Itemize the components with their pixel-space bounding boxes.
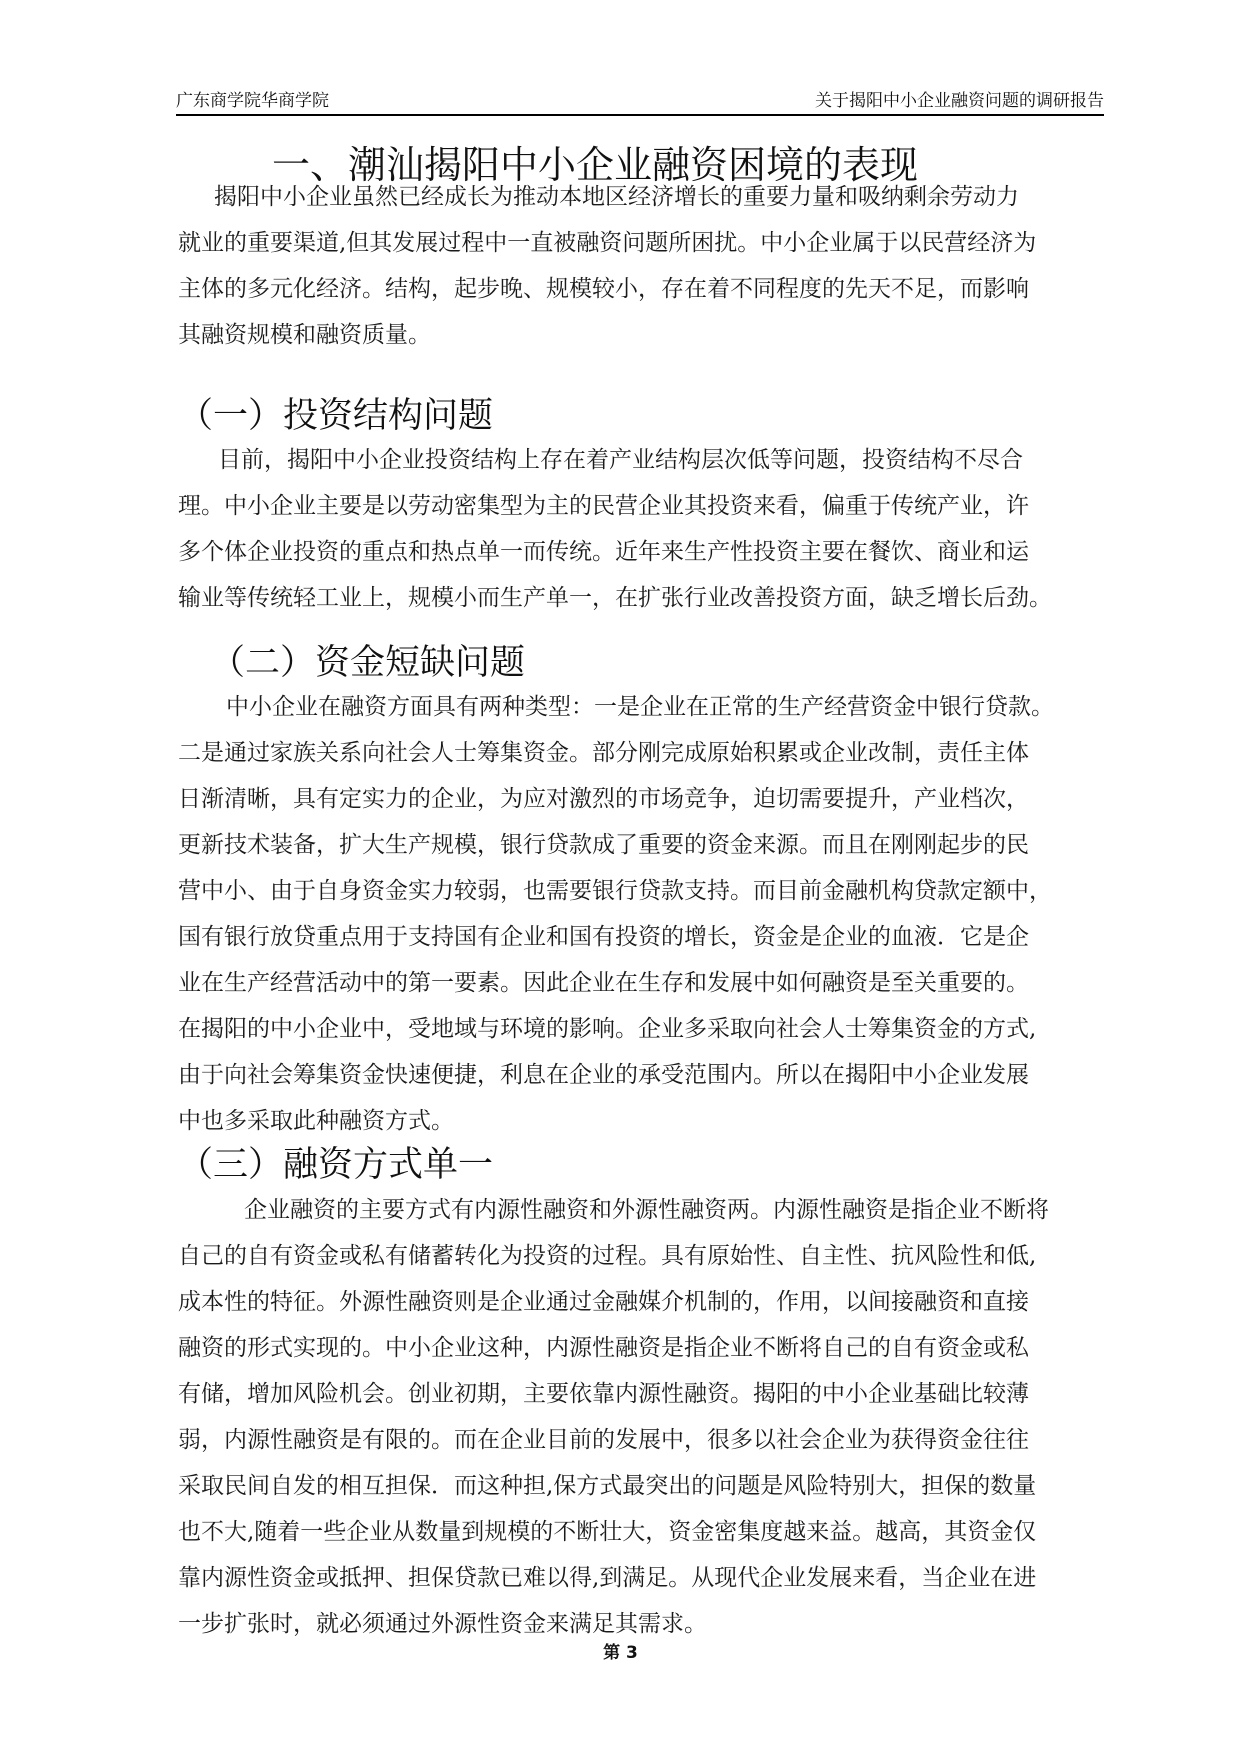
paragraph-line: 理。中小企业主要是以劳动密集型为主的民营企业其投资来看，偏重于传统产业，许 [178,493,1029,519]
paragraph-line: 日渐清晰，具有定实力的企业，为应对激烈的市场竞争，迫切需要提升，产业档次， [178,786,1029,812]
paragraph-line: 一步扩张时，就必须通过外源性资金来满足其需求。 [178,1611,707,1637]
intro-paragraph [178,174,1108,358]
paragraph-line: 弱，内源性融资是有限的。而在企业目前的发展中，很多以社会企业为获得资金往往 [178,1427,1029,1453]
paragraph-line: 就业的重要渠道,但其发展过程中一直被融资问题所困扰。中小企业属于以民营经济为 [178,230,1037,256]
paragraph-line: 多个体企业投资的重点和热点单一而传统。近年来生产性投资主要在餐饮、商业和运 [178,539,1029,565]
paragraph-line: 其融资规模和融资质量。 [178,322,431,348]
paragraph-line: 揭阳中小企业虽然已经成长为推动本地区经济增长的重要力量和吸纳剩余劳动力 [214,184,1019,210]
section-heading-funding-shortage: （二）资金短缺问题 [210,643,526,683]
header-right-text: 关于揭阳中小企业融资问题的调研报告 [815,91,1104,111]
paragraph-line: 国有银行放贷重点用于支持国有企业和国有投资的增长，资金是企业的血液．它是企 [178,924,1029,950]
paragraph-line: 中也多采取此种融资方式。 [178,1108,454,1134]
paragraph-line: 中小企业在融资方面具有两种类型：一是企业在正常的生产经营资金中银行贷款。 [226,694,1054,720]
paragraph-line: 输业等传统轻工业上，规模小而生产单一，在扩张行业改善投资方面，缺乏增长后劲。 [178,585,1052,611]
paragraph-line: 成本性的特征。外源性融资则是企业通过金融媒介机制的，作用，以间接融资和直接 [178,1289,1029,1315]
page-title: 一、潮汕揭阳中小企业融资困境的表现 [272,143,919,187]
paragraph-line: 业在生产经营活动中的第一要素。因此企业在生存和发展中如何融资是至关重要的。 [178,970,1029,996]
section-heading-single-financing-method: （三）融资方式单一 [178,1145,494,1185]
paragraph-line: 更新技术装备，扩大生产规模，银行贷款成了重要的资金来源。而且在刚刚起步的民 [178,832,1029,858]
paragraph-line: 采取民间自发的相互担保．而这种担,保方式最突出的问题是风险特别大，担保的数量 [178,1473,1037,1499]
paragraph-line: 自己的自有资金或私有储蓄转化为投资的过程。具有原始性、自主性、抗风险性和低, [178,1243,1037,1269]
section-2-paragraph [178,684,1108,1144]
paragraph-line: 目前，揭阳中小企业投资结构上存在着产业结构层次低等问题，投资结构不尽合 [218,447,1023,473]
paragraph-line: 靠内源性资金或抵押、担保贷款已难以得,到满足。从现代企业发展来看，当企业在进 [178,1565,1037,1591]
paragraph-line: 二是通过家族关系向社会人士筹集资金。部分刚完成原始积累或企业改制，责任主体 [178,740,1029,766]
paragraph-line: 由于向社会筹集资金快速便捷，利息在企业的承受范围内。所以在揭阳中小企业发展 [178,1062,1029,1088]
header-left-text: 广东商学院华商学院 [176,91,329,111]
page-number: 第 3 [603,1643,638,1663]
paragraph-line: 营中小、由于自身资金实力较弱，也需要银行贷款支持。而目前金融机构贷款定额中， [178,878,1052,904]
paragraph-line: 主体的多元化经济。结构，起步晚、规模较小，存在着不同程度的先天不足，而影响 [178,276,1029,302]
section-1-paragraph [178,437,1108,621]
paragraph-line: 企业融资的主要方式有内源性融资和外源性融资两。内源性融资是指企业不断将 [244,1197,1049,1223]
paragraph-line: 也不大,随着一些企业从数量到规模的不断壮大，资金密集度越来益。越高，其资金仅 [178,1519,1037,1545]
section-heading-investment-structure: （一）投资结构问题 [178,396,494,436]
paragraph-line: 有储，增加风险机会。创业初期，主要依靠内源性融资。揭阳的中小企业基础比较薄 [178,1381,1029,1407]
paragraph-line: 在揭阳的中小企业中，受地域与环境的影响。企业多采取向社会人士筹集资金的方式, [178,1016,1037,1042]
section-3-paragraph [178,1187,1108,1647]
page-header [176,86,1104,116]
paragraph-line: 融资的形式实现的。中小企业这种，内源性融资是指企业不断将自己的自有资金或私 [178,1335,1029,1361]
